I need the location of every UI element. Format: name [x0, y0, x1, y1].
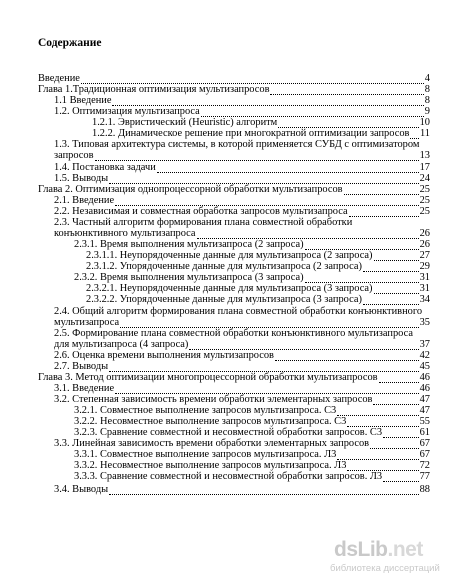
toc-entry [54, 162, 430, 173]
toc-entry-title: 1.5. Выводы [54, 173, 109, 184]
toc-entry-page: 8 [424, 95, 430, 106]
toc-entry [54, 328, 430, 339]
toc-entry [54, 350, 430, 361]
watermark-logo-tld: .net [387, 538, 423, 561]
toc-entry [74, 449, 430, 460]
toc-entry-title: запросов [54, 150, 94, 161]
toc-entry-leader [109, 486, 419, 495]
toc-entry [54, 394, 430, 405]
toc-entry-page: 27 [419, 250, 430, 261]
toc-entry-leader [109, 363, 419, 372]
toc-entry-leader [410, 130, 419, 139]
toc-entry-title: 3.1. Введение [54, 383, 115, 394]
toc-entry-title: 3.2. Степенная зависимость времени обработки элементарных запросов [54, 394, 373, 405]
toc-entry-leader [115, 385, 419, 394]
toc-entry-title: 1.3. Типовая архитектура системы, в которой применяется СУБД с оптимизатором [54, 139, 420, 150]
toc-entry-page: 17 [419, 162, 430, 173]
toc-entry-title: 1.2.2. Динамическое решение при многократной оптимизации запросов [92, 128, 410, 139]
toc-entry-title: 2.6. Оценка времени выполнения мультизапросов [54, 350, 274, 361]
toc-entry-title: 3.4. Выводы [54, 484, 109, 495]
toc-entry-leader [374, 252, 419, 261]
toc-entry-leader [109, 175, 419, 184]
toc-entry-leader [349, 208, 419, 217]
toc-entry [74, 416, 430, 427]
toc-entry [86, 283, 430, 294]
toc-entry-page: 9 [424, 106, 430, 117]
toc-entry-leader [379, 374, 419, 383]
toc-entry [54, 206, 430, 217]
toc-entry [74, 460, 430, 471]
toc-entry [54, 217, 430, 228]
toc-entry [92, 128, 430, 139]
toc-entry [74, 427, 430, 438]
toc-entry-title: 1.2.1. Эвристический (Heuristic) алгоритм [92, 117, 278, 128]
toc-entry-title: мультизапроса [54, 317, 120, 328]
toc-entry-page: 46 [419, 372, 430, 383]
toc-entry-page: 47 [419, 394, 430, 405]
toc-entry-page: 61 [419, 427, 430, 438]
toc-entry-page: 11 [419, 128, 430, 139]
toc-entry-page: 67 [419, 438, 430, 449]
toc-entry-leader [363, 263, 419, 272]
toc-entry [74, 239, 430, 250]
toc-entry-title: 2.4. Общий алгоритм формирования плана совместной обработки конъюнктивного [54, 306, 423, 317]
toc-entry-leader [120, 319, 419, 328]
toc-entry [54, 361, 430, 372]
toc-entry-leader [374, 285, 419, 294]
toc-entry [74, 405, 430, 416]
toc-entry-title: 3.2.2. Несовместное выполнение запросов мультизапроса. С3 [74, 416, 347, 427]
toc-entry-title: 2.3.1. Время выполнения мультизапроса (2 запроса) [74, 239, 304, 250]
toc-entry-leader [278, 119, 418, 128]
toc-entry [38, 84, 430, 95]
toc-entry-leader [81, 75, 424, 84]
toc-entry-page: 37 [419, 339, 430, 350]
toc-entry-title: 3.3.1. Совместное выполнение запросов мультизапроса. Л3 [74, 449, 337, 460]
toc-entry [54, 484, 430, 495]
toc-entry-page: 26 [419, 239, 430, 250]
toc-entry-page: 25 [419, 206, 430, 217]
toc-entry-title: 2.2. Независимая и совместная обработка запросов мультизапроса [54, 206, 348, 217]
toc-entry [54, 317, 430, 328]
toc-entry-page: 4 [424, 73, 430, 84]
toc-entry-title: 3.2.1. Совместное выполнение запросов мультизапроса. С3 [74, 405, 337, 416]
toc-entry-leader [305, 241, 419, 250]
toc-entry-leader [383, 429, 419, 438]
toc-entry-page: 35 [419, 317, 430, 328]
toc-entry [54, 195, 430, 206]
toc-entry-title: 2.7. Выводы [54, 361, 109, 372]
toc-entry-title: 2.1. Введение [54, 195, 115, 206]
toc-entry-page: 88 [419, 484, 430, 495]
toc-entry-page: 31 [419, 283, 430, 294]
toc-entry [86, 250, 430, 261]
watermark-logo-main: dsLib [334, 538, 388, 561]
toc-entry [38, 73, 430, 84]
toc-entry [54, 383, 430, 394]
toc-entry-title: 2.3.1.2. Упорядоченные данные для мультизапроса (2 запроса) [86, 261, 362, 272]
toc-entry-leader [201, 108, 424, 117]
toc-entry-title: 3.3.3. Сравнение совместной и несовместной обработки запросов. Л3 [74, 471, 383, 482]
toc-entry-title: 2.3. Частный алгоритм формирования плана совместной обработки [54, 217, 353, 228]
toc-entry-leader [347, 418, 418, 427]
toc-entry-page: 8 [424, 84, 430, 95]
toc-entry-page: 10 [419, 117, 430, 128]
toc-entry-page: 47 [419, 405, 430, 416]
toc-entry [92, 117, 430, 128]
toc-entry-page: 26 [419, 228, 430, 239]
toc-entry-leader [363, 296, 419, 305]
toc-entry-leader [305, 274, 419, 283]
toc-entry-title: 2.3.1.1. Неупорядоченные данные для мультизапроса (2 запроса) [86, 250, 373, 261]
toc-entry [54, 339, 430, 350]
toc-entry-title: 3.3.2. Несовместное выполнение запросов мультизапроса. Л3 [74, 460, 347, 471]
toc-heading: Содержание [38, 37, 102, 49]
toc-entry-leader [370, 440, 419, 449]
toc-entry-title: 2.3.2.2. Упорядоченные данные для мультизапроса (3 запроса) [86, 294, 362, 305]
toc-entry-leader [373, 396, 418, 405]
toc-entry [86, 294, 430, 305]
toc-entry [54, 306, 430, 317]
toc-entry-page: 55 [419, 416, 430, 427]
toc-entry [54, 139, 430, 150]
toc-entry-title: 1.2. Оптимизация мультизапроса [54, 106, 200, 117]
toc-entry-leader [95, 152, 419, 161]
dslib-watermark [330, 538, 445, 578]
toc-entry-title: 2.3.2. Время выполнения мультизапроса (3 запроса) [74, 272, 304, 283]
toc-entry-page: 25 [419, 195, 430, 206]
toc-entry-title: 2.3.2.1. Неупорядоченные данные для мультизапроса (3 запроса) [86, 283, 373, 294]
toc-entry-leader [337, 407, 418, 416]
toc-entry [54, 95, 430, 106]
toc-entry [54, 173, 430, 184]
toc-entry [86, 261, 430, 272]
toc-entry-page: 77 [419, 471, 430, 482]
toc-entry-leader [115, 197, 419, 206]
toc-entry [38, 372, 430, 383]
toc-entry-title: Глава 2. Оптимизация однопроцессорной обработки мультизапросов [38, 184, 343, 195]
toc-entry-page: 34 [419, 294, 430, 305]
toc-entry-title: Введение [38, 73, 80, 84]
toc-entry-page: 45 [419, 361, 430, 372]
toc-entry-leader [344, 186, 419, 195]
toc-entry-title: 1.4. Постановка задачи [54, 162, 156, 173]
toc-entry-title: Глава 1.Традиционная оптимизация мультизапросов [38, 84, 270, 95]
toc-entry-title: конъюнктивного мультизапроса [54, 228, 196, 239]
toc-entry-leader [337, 451, 418, 460]
toc-entry-leader [157, 164, 419, 173]
toc-entry-leader [189, 341, 418, 350]
toc-entry [38, 184, 430, 195]
toc-entry-page: 31 [419, 272, 430, 283]
toc-entry [74, 272, 430, 283]
toc-entry-page: 42 [419, 350, 430, 361]
toc-entry-page: 25 [419, 184, 430, 195]
toc-entry-page: 29 [419, 261, 430, 272]
toc-entry-leader [112, 97, 423, 106]
toc-entry-leader [275, 352, 419, 361]
toc-entry-page: 67 [419, 449, 430, 460]
toc-entry-title: 3.2.3. Сравнение совместной и несовместной обработки запросов. С3 [74, 427, 383, 438]
toc-entry-title: для мультизапроса (4 запроса) [54, 339, 189, 350]
toc-entry-page: 72 [419, 460, 430, 471]
toc-entry-leader [383, 473, 418, 482]
toc-entry-title: 1.1 Введение [54, 95, 112, 106]
watermark-subtitle: библиотека диссертаций [330, 563, 440, 574]
toc-entry-page: 13 [419, 150, 430, 161]
toc-entry [54, 438, 430, 449]
toc-entry [74, 471, 430, 482]
toc-entry-leader [347, 462, 418, 471]
toc-entry [54, 106, 430, 117]
toc-entry-page: 46 [419, 383, 430, 394]
toc-entry-title: 2.5. Формирование плана совместной обработки конъюнктивного мультизапроса [54, 328, 413, 339]
toc-entry-title: 3.3. Линейная зависимость времени обработки элементарных запросов [54, 438, 370, 449]
toc-entry-leader [197, 230, 419, 239]
toc-entry [54, 228, 430, 239]
watermark-logo [334, 538, 423, 562]
toc-entry-title: Глава 3. Метод оптимизации многопроцессорной обработки мультизапросов [38, 372, 378, 383]
toc-entry-leader [270, 86, 423, 95]
toc-entry [54, 150, 430, 161]
toc-entry-page: 24 [419, 173, 430, 184]
